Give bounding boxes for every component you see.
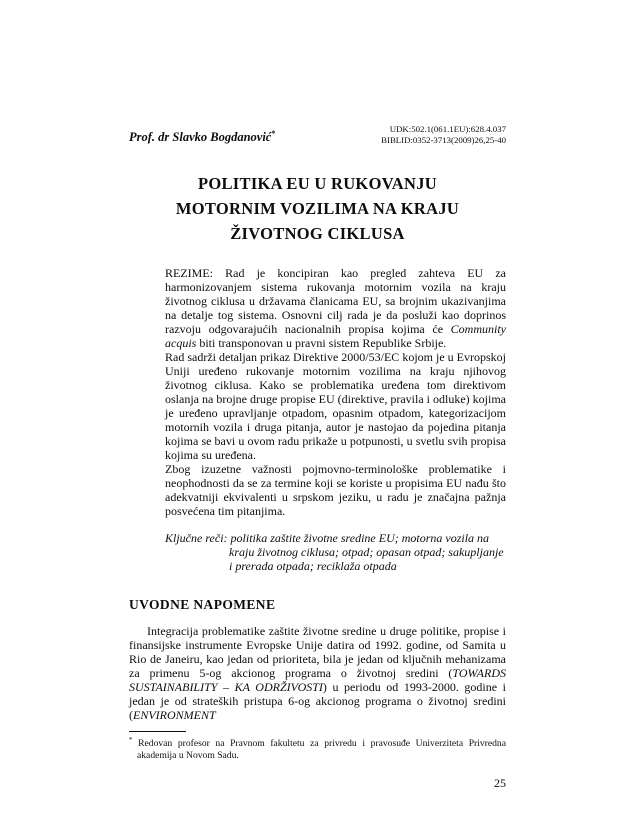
keywords-label: Ključne reči: bbox=[165, 531, 228, 545]
page-header bbox=[129, 124, 506, 146]
footnote-divider bbox=[129, 731, 186, 732]
footnote-body: Redovan profesor na Pravnom fakultetu za privredu i pravosuđe Univerziteta Privredna akademija u Novom Sadu. bbox=[132, 738, 506, 761]
text-segment: biti transponovan u pravni sistem Republike Srbije. bbox=[196, 336, 447, 350]
footnote-text bbox=[129, 735, 506, 761]
section-heading-uvodne-napomene: UVODNE NAPOMENE bbox=[129, 597, 276, 612]
footnote-block bbox=[129, 731, 506, 761]
article-title bbox=[129, 171, 506, 246]
italic-term-community-acquis: Community acquis bbox=[165, 322, 506, 350]
author-name bbox=[129, 124, 275, 145]
text-segment: ) u periodu od 1993-2000. godine i jedan je od strateških pristupa 6-og akcionog programa o životnoj sredini ( bbox=[129, 680, 506, 722]
abstract-block bbox=[165, 266, 506, 518]
biblid-line: BIBLID:0352-3713(2009)26,25-40 bbox=[381, 135, 506, 145]
author-footnote-mark: * bbox=[271, 129, 276, 138]
italic-term-towards-sustainability: TOWARDS SUSTAINABILITY – KA ODRŽIVOSTI bbox=[129, 666, 506, 694]
keywords-text: politika zaštite životne sredine EU; motorna vozila na kraju životnog ciklusa; otpad; opasan otpad; sakupljanje i prerada otpada; reciklaža otpada bbox=[227, 531, 504, 573]
author-text: Prof. dr Slavko Bogdanović bbox=[129, 130, 272, 145]
keywords-block bbox=[165, 531, 506, 573]
udk-block bbox=[381, 124, 506, 146]
title-line-3: ŽIVOTNOG CIKLUSA bbox=[230, 224, 405, 243]
text-segment: Integracija problematike zaštite životne sredine u druge politike, propise i finansijske instrumente Evropske Unije datira od 1992. godine, od Samita u Rio de Janeiru, kao jedan od prioriteta, bila je jedan od ključnih mehanizama za primenu 5-og akcionog programa o životnoj sredini ( bbox=[129, 624, 506, 680]
footnote-marker: * bbox=[129, 736, 133, 744]
udk-line: UDK:502.1(061.1EU):628.4.037 bbox=[389, 124, 506, 134]
text-segment: REZIME: Rad je koncipiran kao pregled zahteva EU za harmonizovanjem sistema rukovanja motornim vozila na kraju životnog ciklusa u državama članicama EU, sa brojnim ukazivanjima na detalje tog sistema. Osnovni cilj rada je da posluži kao doprinos razvoju odgovarajućih nacionalnih propisa kojima će bbox=[165, 266, 506, 336]
page-number: 25 bbox=[494, 776, 506, 791]
abstract-paragraph-3: Zbog izuzetne važnosti pojmovno-terminološke problematike i neophodnosti da se za termine koji se koriste u propisima EU nađu što adekvatniji ekvivalenti u srpskom jeziku, u radu je značajna pažnja posvećena tim pitanjima. bbox=[165, 462, 506, 518]
abstract-paragraph-1 bbox=[165, 266, 506, 350]
intro-paragraph bbox=[129, 624, 506, 722]
title-line-2: MOTORNIM VOZILIMA NA KRAJU bbox=[175, 199, 460, 218]
italic-term-environment: ENVIRONMENT bbox=[133, 708, 216, 722]
abstract-paragraph-2: Rad sadrži detaljan prikaz Direktive 2000/53/EC kojom je u Evropskoj Uniji uređeno rukovanje motornim vozilima na kraju njihovog životnog ciklusa. Kako se problematika uređena tom direktivom oslanja na brojne druge propise EU (direktive, pravila i odluke) kojima je uređeno upravljanje otpadom, opasnim otpadom, kategorizacijom motornih vozila i druga pitanja, autor je nastojao da pojedina pitanja kojima se bavi u ovom radu prikaže u potpunosti, u svetlu svih propisa kojima su uređena. bbox=[165, 350, 506, 462]
title-line-1: POLITIKA EU U RUKOVANJU bbox=[197, 174, 437, 193]
